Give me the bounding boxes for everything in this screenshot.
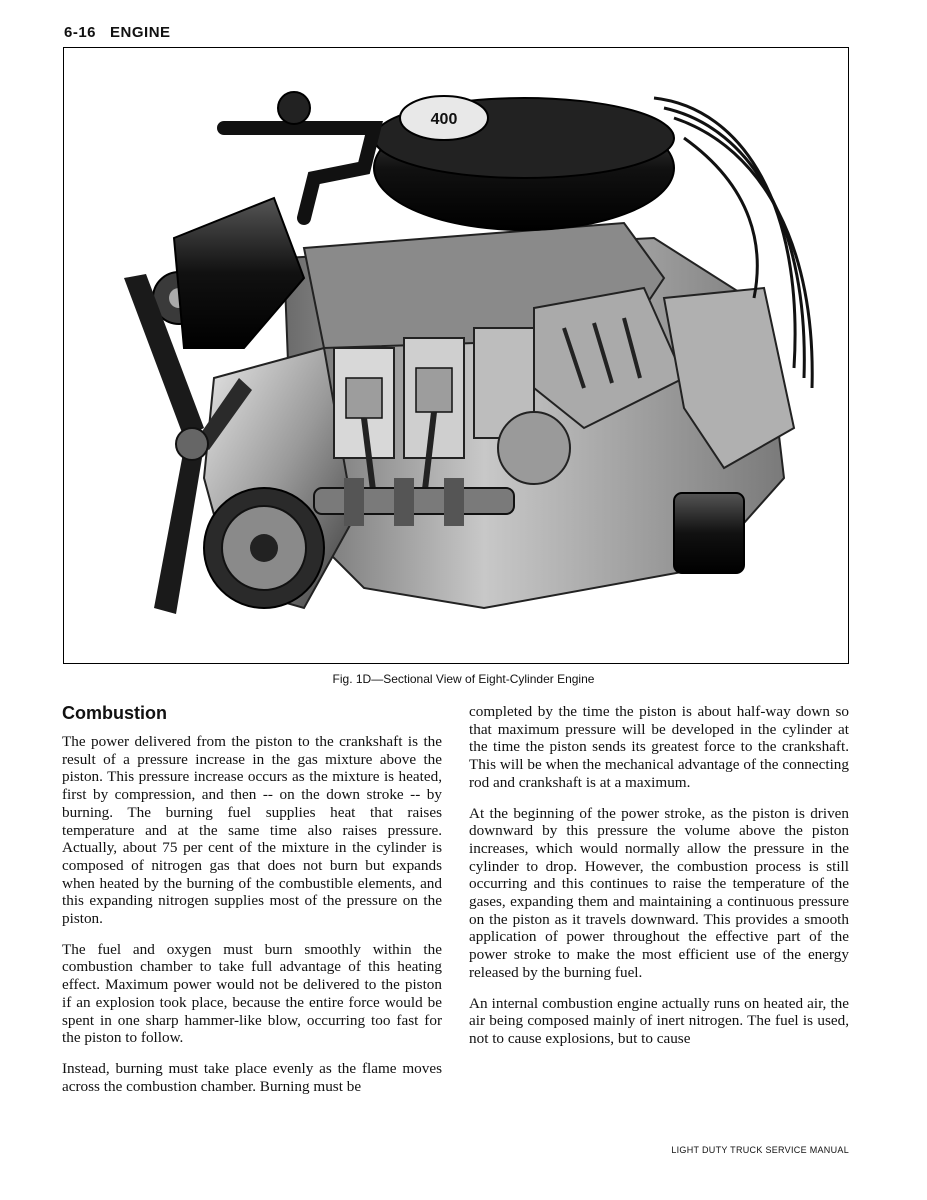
page-number: 6-16	[64, 24, 97, 41]
left-column	[62, 703, 442, 1108]
breather-tube	[224, 128, 374, 218]
air-cleaner-label: 400	[430, 111, 458, 128]
figure-caption: Fig. 1D—Sectional View of Eight-Cylinder Engine	[332, 672, 595, 686]
oil-filter	[674, 493, 744, 573]
paragraph: completed by the time the piston is about half-way down so that maximum pressure will be developed in the cylinder at the time the piston sends its greatest force to the crankshaft. This will be when the mechanical advantage of the connecting rod and crankshaft is at a maximum.	[469, 703, 849, 791]
paragraph: Instead, burning must take place evenly as the flame moves across the combustion chamber. Burning must be	[62, 1059, 442, 1095]
paragraph: At the beginning of the power stroke, as the piston is driven downward by this pressure the volume above the piston increases, which would normally allow the pressure in the cylinder to drop. However, the combustion process is still occurring and this continues to raise the temperature of the gases, expanding them and maintaining a continuous pressure on the piston as it travels downward. This provides a smooth application of power throughout the effective part of the power stroke to make the most efficient use of the energy released by the burning fuel.	[469, 804, 849, 981]
section-heading: Combustion	[62, 703, 167, 723]
engine-figure	[63, 47, 849, 664]
engine-illustration	[64, 48, 849, 664]
page-header	[64, 24, 185, 41]
oil-filler-cap	[278, 92, 310, 124]
flywheel-section	[498, 412, 570, 484]
right-column	[469, 703, 849, 1061]
paragraph: The fuel and oxygen must burn smoothly within the combustion chamber to take full advantage of this heating effect. Maximum power would not be delivered to the piston if an explosion took place, because the entire force would be spent in one sharp hammer-like blow, occurring too fast for the piston to follow.	[62, 940, 442, 1047]
air-cleaner	[374, 96, 674, 230]
section-title: ENGINE	[110, 24, 171, 41]
paragraph: The power delivered from the piston to the crankshaft is the result of a pressure increase in the gas mixture above the piston. This pressure increase occurs as the mixture is heated, first by compression, and then -- on the down stroke -- by burning. The burning fuel supplies heat that raises temperature and at the same time also raises pressure. Actually, about 75 per cent of the mixture in the cylinder is composed of nitrogen gas that does not burn but expands when heated by the burning of the combustible elements, and this expanding nitrogen supplies most of the pressure on the piston.	[62, 733, 442, 928]
paragraph: An internal combustion engine actually runs on heated air, the air being composed mainly of inert nitrogen. The fuel is used, not to cause explosions, but to cause	[469, 994, 849, 1047]
alternator	[174, 198, 304, 348]
footer-manual-title: LIGHT DUTY TRUCK SERVICE MANUAL	[671, 1145, 849, 1155]
